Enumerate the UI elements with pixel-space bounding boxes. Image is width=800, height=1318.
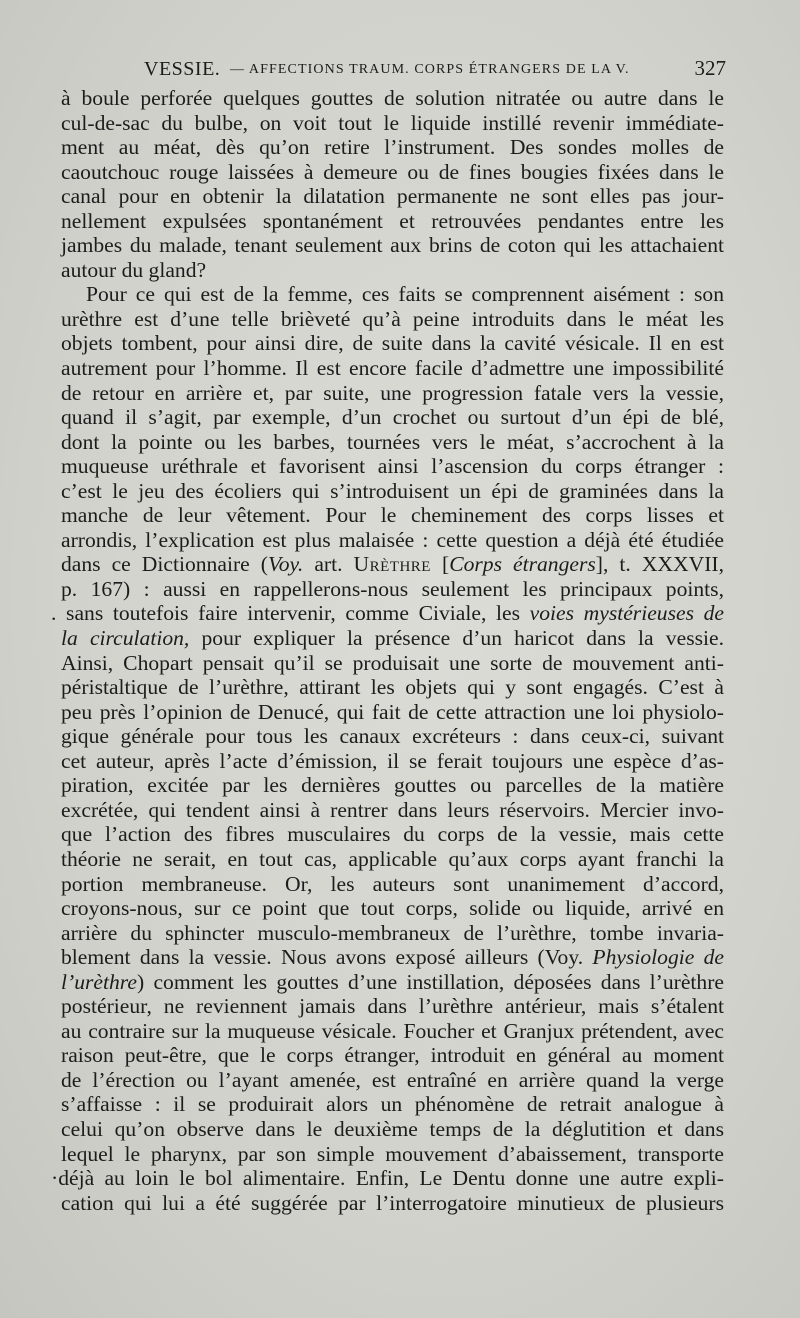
text-line: postérieur, ne reviennent jamais dans l’urèthre antérieur, mais s’étalent bbox=[61, 994, 724, 1019]
text-line: théorie ne serait, en tout cas, applicable qu’aux corps ayant franchi la bbox=[61, 846, 724, 871]
text-line: à boule perforée quelques gouttes de solution nitratée ou autre dans le bbox=[61, 86, 724, 110]
text-line: Ainsi, Chopart pensait qu’il se produisait une sorte de mouvement anti- bbox=[61, 650, 724, 675]
text-line: urèthre est d’une telle brièveté qu’à peine introduits dans le méat les bbox=[61, 306, 724, 331]
text-line: celui qu’on observe dans le deuxième temps de la déglutition et dans bbox=[61, 1116, 724, 1141]
text-line: cul-de-sac du bulbe, on voit tout le liquide instillé revenir immédiate- bbox=[61, 110, 724, 135]
text-line: au contraire sur la muqueuse vésicale. Foucher et Granjux prétendent, avec bbox=[61, 1018, 724, 1043]
text-line: arrondis, l’explication est plus malaisée : cette question a déjà été étudiée bbox=[61, 527, 724, 552]
text-line: que l’action des fibres musculaires du corps de la vessie, mais cette bbox=[61, 822, 724, 847]
text-line: canal pour en obtenir la dilatation permanente ne sont elles pas jour- bbox=[61, 184, 724, 209]
text-line: péristaltique de l’urèthre, attirant les objets qui y sont engagés. C’est à bbox=[61, 675, 724, 700]
text-line: ment au méat, dès qu’on retire l’instrument. Des sondes molles de bbox=[61, 135, 724, 160]
text-line: cation qui lui a été suggérée par l’interrogatoire minutieux de plusieurs bbox=[61, 1190, 724, 1215]
text-line: peu près l’opinion de Denucé, qui fait de cette attraction une loi physiolo- bbox=[61, 699, 724, 724]
text-span: blement dans la vessie. Nous avons exposé ailleurs (Voy. bbox=[61, 945, 593, 970]
italic-span: Voy. bbox=[267, 552, 304, 577]
text-line: dont la pointe ou les barbes, tournées vers le méat, s’accrochent à la bbox=[61, 429, 724, 454]
section-title: VESSIE. bbox=[144, 58, 221, 80]
text-span: art. bbox=[303, 552, 354, 577]
text-line: excrétée, qui tendent ainsi à rentrer dans leurs réservoirs. Mercier invo- bbox=[61, 797, 724, 822]
text-span: ) comment les gouttes d’une instillation, déposées dans l’urèthre bbox=[136, 969, 724, 994]
text-line bbox=[61, 552, 724, 577]
text-line: raison peut-être, que le corps étranger, introduit en général au moment bbox=[61, 1043, 724, 1068]
text-line: manche de leur vêtement. Pour le cheminement des corps lisses et bbox=[61, 503, 724, 528]
italic-span: Corps étrangers bbox=[449, 552, 596, 577]
text-line: muqueuse uréthrale et favorisent ainsi l’ascension du corps étranger : bbox=[61, 454, 724, 479]
page-number: 327 bbox=[694, 56, 726, 80]
text-line: caoutchouc rouge laissées à demeure ou de fines bougies fixées dans le bbox=[61, 159, 724, 184]
text-line bbox=[61, 945, 724, 970]
italic-span: l’urèthre bbox=[61, 969, 137, 994]
text-line: de l’érection ou l’ayant amenée, est entraîné en arrière quand la verge bbox=[61, 1067, 724, 1092]
text-line: objets tombent, pour ainsi dire, de suite dans la cavité vésicale. Il en est bbox=[61, 331, 724, 356]
text-line: nellement expulsées spontanément et retrouvées pendantes entre les bbox=[61, 208, 724, 233]
text-line: gique générale pour tous les canaux excréteurs : dans ceux-ci, suivant bbox=[61, 724, 724, 749]
header-subtitle: — AFFECTIONS TRAUM. CORPS ÉTRANGERS DE LA V. bbox=[230, 62, 630, 77]
text-line: de retour en arrière et, par suite, une progression fatale vers la vessie, bbox=[61, 380, 724, 405]
text-line bbox=[51, 601, 724, 626]
text-line: Pour ce qui est de la femme, ces faits se comprennent aisément : son bbox=[86, 282, 724, 307]
text-span: ], t. XXXVII, bbox=[595, 552, 724, 577]
text-line: lequel le pharynx, par son simple mouvement d’abaissement, transporte bbox=[61, 1141, 724, 1166]
text-line: portion membraneuse. Or, les auteurs sont unanimement d’accord, bbox=[61, 871, 724, 896]
text-span: dans ce Dictionnaire ( bbox=[61, 552, 268, 577]
text-line: cet auteur, après l’acte d’émission, il se ferait toujours une espèce d’as- bbox=[61, 748, 724, 773]
text-span: . sans toutefois faire intervenir, comme Civiale, les bbox=[51, 601, 530, 626]
running-header bbox=[60, 52, 726, 86]
text-span: [ bbox=[430, 552, 450, 577]
italic-span: Physiologie de bbox=[592, 945, 725, 970]
text-line: piration, excitée par les dernières gouttes ou parcelles de la matière bbox=[61, 773, 724, 798]
text-line: s’affaisse : il se produirait alors un phénomène de retrait analogue à bbox=[61, 1092, 724, 1117]
text-line: ·déjà au loin le bol alimentaire. Enfin, Le Dentu donne une autre expli- bbox=[51, 1166, 724, 1191]
body-text bbox=[51, 86, 725, 1215]
text-line: croyons-nous, sur ce point que tout corps, solide ou liquide, arrivé en bbox=[61, 896, 724, 921]
text-line: quand il s’agit, par exemple, d’un crochet ou surtout d’un épi de blé, bbox=[61, 405, 724, 430]
text-line: autour du gland? bbox=[61, 257, 207, 282]
text-line bbox=[61, 970, 724, 995]
text-span: pour expliquer la présence d’un haricot dans la vessie. bbox=[189, 626, 724, 651]
text-line: p. 167) : aussi en rappellerons-nous seulement les principaux points, bbox=[61, 576, 724, 601]
text-line: autrement pour l’homme. Il est encore facile d’admettre une impossibilité bbox=[61, 356, 724, 381]
text-line: c’est le jeu des écoliers qui s’introduisent un épi de graminées dans la bbox=[61, 478, 724, 503]
text-line bbox=[61, 626, 724, 651]
italic-span: voies mystérieuses de bbox=[529, 601, 724, 626]
text-line: jambes du malade, tenant seulement aux brins de coton qui les attachaient bbox=[61, 233, 724, 258]
text-line: arrière du sphincter musculo-membraneux de l’urèthre, tombe invaria- bbox=[61, 920, 724, 945]
small-caps-span: Urèthre bbox=[353, 552, 431, 577]
italic-span: la circulation, bbox=[61, 626, 190, 651]
